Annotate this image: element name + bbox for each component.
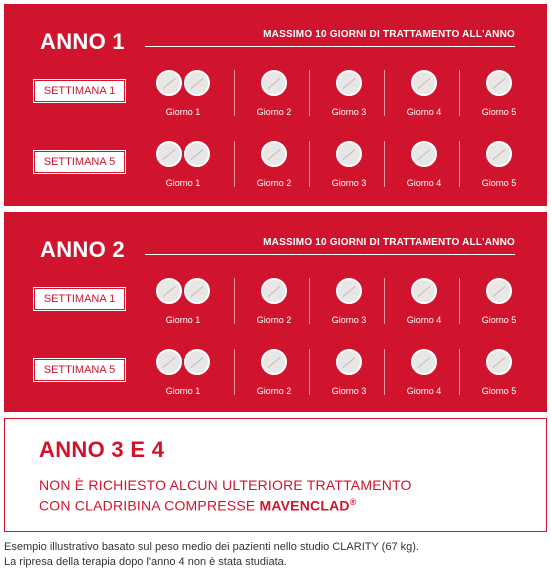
- tablets-group: [313, 141, 385, 171]
- day-column: [463, 66, 535, 126]
- tablets-group: [388, 349, 460, 379]
- day-label: Giorno 1: [165, 386, 201, 396]
- day-column: [238, 274, 310, 334]
- week-label: SETTIMANA 5: [35, 360, 124, 380]
- tablet-icon: [486, 349, 512, 375]
- day-column: [313, 137, 385, 197]
- day-label: Giorno 3: [331, 107, 367, 117]
- day-separator: [234, 349, 235, 395]
- day-column: [313, 66, 385, 126]
- no-treatment-line-1: NON È RICHIESTO ALCUN ULTERIORE TRATTAMENTO: [39, 477, 412, 493]
- tablets-group: [147, 278, 219, 308]
- years-3-4-title: ANNO 3 E 4: [39, 437, 165, 462]
- registered-mark: ®: [349, 497, 357, 507]
- day-label: Giorno 1: [165, 315, 201, 325]
- day-column: [388, 137, 460, 197]
- tablet-icon: [411, 141, 437, 167]
- tablets-group: [238, 141, 310, 171]
- tablets-group: [388, 278, 460, 308]
- day-column: [463, 345, 535, 405]
- day-label: Giorno 1: [165, 107, 201, 117]
- tablet-icon: [184, 278, 210, 304]
- week-label: SETTIMANA 5: [35, 152, 124, 172]
- tablet-icon: [336, 70, 362, 96]
- tablets-group: [388, 70, 460, 100]
- day-column: [147, 345, 219, 405]
- year-2-panel: [4, 212, 547, 412]
- year-1-panel: [4, 4, 547, 206]
- tablet-icon: [156, 141, 182, 167]
- day-label: Giorno 4: [406, 107, 442, 117]
- day-column: [388, 274, 460, 334]
- week-label: SETTIMANA 1: [35, 81, 124, 101]
- tablets-group: [238, 349, 310, 379]
- footnote-2: La ripresa della terapia dopo l'anno 4 non è stata studiata.: [4, 556, 287, 568]
- day-label: Giorno 3: [331, 386, 367, 396]
- tablets-group: [313, 70, 385, 100]
- week-label: SETTIMANA 1: [35, 289, 124, 309]
- header-rule: [145, 46, 515, 47]
- week-row: [4, 274, 547, 334]
- max-treatment-note: MASSIMO 10 GIORNI DI TRATTAMENTO ALL'ANNO: [263, 29, 515, 40]
- tablet-icon: [184, 349, 210, 375]
- day-column: [388, 66, 460, 126]
- day-column: [147, 274, 219, 334]
- max-treatment-note: MASSIMO 10 GIORNI DI TRATTAMENTO ALL'ANNO: [263, 237, 515, 248]
- day-column: [238, 137, 310, 197]
- week-row: [4, 345, 547, 405]
- tablets-group: [147, 141, 219, 171]
- no-treatment-line-2: [39, 497, 357, 514]
- day-column: [238, 345, 310, 405]
- tablet-icon: [486, 278, 512, 304]
- tablets-group: [463, 70, 535, 100]
- tablets-group: [238, 278, 310, 308]
- tablets-group: [147, 349, 219, 379]
- day-label: Giorno 3: [331, 315, 367, 325]
- day-column: [463, 137, 535, 197]
- tablet-icon: [261, 141, 287, 167]
- years-3-4-panel: [4, 418, 547, 532]
- day-label: Giorno 5: [481, 178, 517, 188]
- day-label: Giorno 4: [406, 386, 442, 396]
- header-rule: [145, 254, 515, 255]
- day-column: [147, 66, 219, 126]
- tablet-icon: [156, 349, 182, 375]
- day-column: [313, 345, 385, 405]
- tablets-group: [313, 278, 385, 308]
- day-column: [147, 137, 219, 197]
- day-label: Giorno 5: [481, 386, 517, 396]
- brand-name: MAVENCLAD: [259, 497, 350, 514]
- tablets-group: [463, 349, 535, 379]
- tablet-icon: [411, 70, 437, 96]
- day-label: Giorno 2: [256, 178, 292, 188]
- tablet-icon: [336, 349, 362, 375]
- tablet-icon: [184, 70, 210, 96]
- day-label: Giorno 2: [256, 315, 292, 325]
- day-separator: [234, 278, 235, 324]
- year-title: ANNO 2: [40, 237, 125, 262]
- day-label: Giorno 5: [481, 315, 517, 325]
- no-treatment-line-2-text: CON CLADRIBINA COMPRESSE: [39, 497, 256, 514]
- day-label: Giorno 1: [165, 178, 201, 188]
- tablets-group: [463, 278, 535, 308]
- day-separator: [234, 141, 235, 187]
- day-label: Giorno 2: [256, 107, 292, 117]
- week-row: [4, 66, 547, 126]
- tablet-icon: [156, 278, 182, 304]
- tablet-icon: [486, 70, 512, 96]
- tablet-icon: [336, 141, 362, 167]
- day-column: [463, 274, 535, 334]
- day-label: Giorno 4: [406, 315, 442, 325]
- tablets-group: [388, 141, 460, 171]
- day-separator: [234, 70, 235, 116]
- tablets-group: [147, 70, 219, 100]
- tablet-icon: [184, 141, 210, 167]
- day-column: [238, 66, 310, 126]
- tablet-icon: [336, 278, 362, 304]
- tablet-icon: [411, 349, 437, 375]
- tablet-icon: [156, 70, 182, 96]
- week-row: [4, 137, 547, 197]
- tablet-icon: [261, 70, 287, 96]
- tablet-icon: [261, 349, 287, 375]
- day-label: Giorno 3: [331, 178, 367, 188]
- tablets-group: [463, 141, 535, 171]
- day-label: Giorno 4: [406, 178, 442, 188]
- tablets-group: [313, 349, 385, 379]
- day-column: [313, 274, 385, 334]
- day-column: [388, 345, 460, 405]
- tablets-group: [238, 70, 310, 100]
- tablet-icon: [261, 278, 287, 304]
- day-label: Giorno 5: [481, 107, 517, 117]
- day-label: Giorno 2: [256, 386, 292, 396]
- footnote-1: Esempio illustrativo basato sul peso medio dei pazienti nello studio CLARITY (67 kg).: [4, 541, 419, 553]
- year-title: ANNO 1: [40, 29, 125, 54]
- tablet-icon: [486, 141, 512, 167]
- tablet-icon: [411, 278, 437, 304]
